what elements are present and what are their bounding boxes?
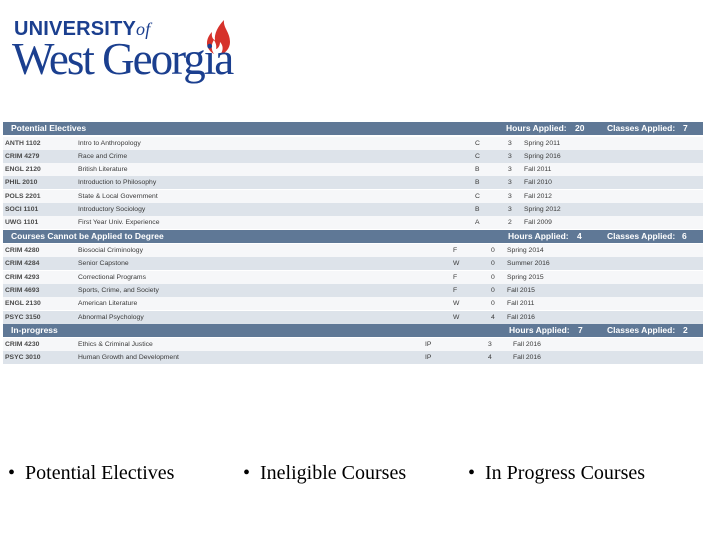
course-term: Fall 2015: [507, 286, 535, 294]
course-hours: 0: [491, 286, 495, 294]
course-hours: 0: [491, 300, 495, 308]
course-term: Fall 2012: [524, 192, 552, 200]
course-term: Fall 2016: [507, 313, 535, 321]
course-code: CRIM 4284: [5, 260, 40, 268]
course-term: Fall 2016: [513, 354, 541, 362]
section-header-ineligible: [3, 230, 703, 243]
degree-audit-panel: [3, 122, 706, 365]
course-code: PSYC 3010: [5, 354, 41, 362]
course-grade: F: [453, 286, 458, 294]
logo-main-text: West Georgia: [12, 34, 233, 84]
course-grade: IP: [425, 354, 432, 362]
course-code: CRIM 4693: [5, 286, 40, 294]
hours-applied-label: Hours Applied:: [509, 325, 570, 335]
table-row[interactable]: [3, 257, 703, 270]
course-grade: B: [475, 206, 480, 213]
course-grade: A: [475, 219, 480, 227]
classes-applied-value: 7: [683, 123, 688, 133]
hours-applied-value: 20: [575, 123, 585, 133]
logo-top-line: UNIVERSITYof: [14, 18, 151, 40]
course-grade: B: [475, 166, 480, 174]
right-edge: [703, 122, 709, 365]
course-code: UWG 1101: [5, 219, 39, 227]
course-hours: 4: [488, 354, 492, 362]
hours-applied-value: 4: [577, 231, 582, 241]
classes-applied-label: Classes Applied:: [607, 231, 676, 241]
course-term: Spring 2014: [507, 247, 544, 254]
bullet-item: • Potential Electives: [8, 462, 175, 484]
course-term: Spring 2015: [507, 273, 544, 281]
classes-applied-label: Classes Applied:: [607, 123, 676, 133]
hours-applied-label: Hours Applied:: [506, 123, 567, 133]
course-title: State & Local Government: [78, 192, 158, 200]
course-title: Introductory Sociology: [78, 206, 146, 213]
course-grade: C: [475, 139, 480, 147]
course-term: Fall 2009: [524, 219, 552, 227]
table-row[interactable]: [3, 176, 703, 189]
course-grade: F: [453, 247, 458, 254]
course-code: CRIM 4279: [5, 152, 40, 160]
course-grade: IP: [425, 341, 432, 348]
table-row[interactable]: [3, 351, 703, 364]
course-code: POLS 2201: [5, 192, 41, 200]
course-term: Fall 2010: [524, 179, 552, 187]
course-term: Fall 2011: [524, 166, 552, 174]
bullet-item: • In Progress Courses: [468, 462, 646, 484]
course-code: ENGL 2130: [5, 300, 41, 308]
table-row[interactable]: [3, 311, 703, 324]
table-row[interactable]: [3, 150, 703, 163]
section-header-in-progress: [3, 324, 703, 337]
section-title: Potential Electives: [11, 123, 87, 133]
course-title: Correctional Programs: [78, 273, 146, 281]
course-grade: C: [475, 152, 480, 160]
course-grade: W: [453, 260, 460, 268]
course-term: Spring 2012: [524, 206, 561, 213]
bullet-item: • Ineligible Courses: [243, 462, 407, 484]
course-hours: 4: [491, 313, 495, 321]
course-code: CRIM 4280: [5, 247, 40, 254]
course-code: CRIM 4293: [5, 273, 40, 281]
course-title: Biosocial Criminology: [78, 247, 143, 254]
course-grade: C: [475, 192, 480, 200]
course-title: Human Growth and Development: [78, 354, 179, 362]
table-row[interactable]: [3, 338, 703, 351]
course-term: Spring 2011: [524, 139, 561, 147]
course-hours: 3: [508, 152, 512, 160]
course-title: Ethics & Criminal Justice: [78, 341, 153, 348]
table-row[interactable]: [3, 216, 703, 229]
course-term: Summer 2016: [507, 260, 550, 268]
university-logo: [12, 18, 247, 88]
course-code: PSYC 3150: [5, 313, 41, 321]
course-title: Intro to Anthropology: [78, 139, 141, 147]
course-term: Fall 2016: [513, 341, 541, 348]
course-code: ENGL 2120: [5, 166, 41, 174]
course-code: SOCI 1101: [5, 206, 39, 213]
course-title: First Year Univ. Experience: [78, 219, 160, 227]
course-term: Spring 2016: [524, 152, 561, 160]
course-grade: W: [453, 313, 460, 321]
course-hours: 3: [508, 139, 512, 147]
course-grade: W: [453, 300, 460, 308]
table-row[interactable]: [3, 203, 703, 216]
table-row[interactable]: [3, 190, 703, 203]
course-hours: 0: [491, 260, 495, 268]
course-hours: 3: [508, 179, 512, 187]
course-title: Senior Capstone: [78, 260, 129, 268]
course-title: Abnormal Psychology: [78, 313, 144, 321]
course-code: PHIL 2010: [5, 179, 38, 187]
section-header-potential-electives: [3, 122, 703, 135]
course-hours: 3: [508, 166, 512, 174]
course-hours: 3: [488, 341, 492, 348]
course-hours: 2: [508, 219, 512, 227]
table-row[interactable]: [3, 163, 703, 176]
section-title: Courses Cannot be Applied to Degree: [11, 231, 164, 241]
course-title: British Literature: [78, 166, 128, 174]
classes-applied-value: 6: [682, 231, 687, 241]
table-row[interactable]: [3, 137, 703, 150]
course-code: ANTH 1102: [5, 139, 41, 147]
hours-applied-label: Hours Applied:: [508, 231, 569, 241]
course-title: Introduction to Philosophy: [78, 179, 157, 187]
course-grade: F: [453, 273, 458, 281]
classes-applied-label: Classes Applied:: [607, 325, 676, 335]
classes-applied-value: 2: [683, 325, 688, 335]
course-title: Sports, Crime, and Society: [78, 286, 159, 294]
course-title: American Literature: [78, 300, 138, 308]
hours-applied-value: 7: [578, 325, 583, 335]
course-hours: 0: [491, 273, 495, 281]
table-row[interactable]: [3, 244, 703, 257]
bullet-list: [0, 462, 720, 492]
table-row[interactable]: [3, 297, 703, 310]
course-term: Fall 2011: [507, 300, 535, 308]
course-hours: 3: [508, 192, 512, 200]
course-grade: B: [475, 179, 480, 187]
section-title: In-progress: [11, 325, 58, 335]
course-hours: 3: [508, 206, 512, 213]
course-title: Race and Crime: [78, 152, 128, 160]
course-hours: 0: [491, 247, 495, 254]
course-code: CRIM 4230: [5, 341, 40, 348]
table-row[interactable]: [3, 284, 703, 297]
table-row[interactable]: [3, 271, 703, 284]
